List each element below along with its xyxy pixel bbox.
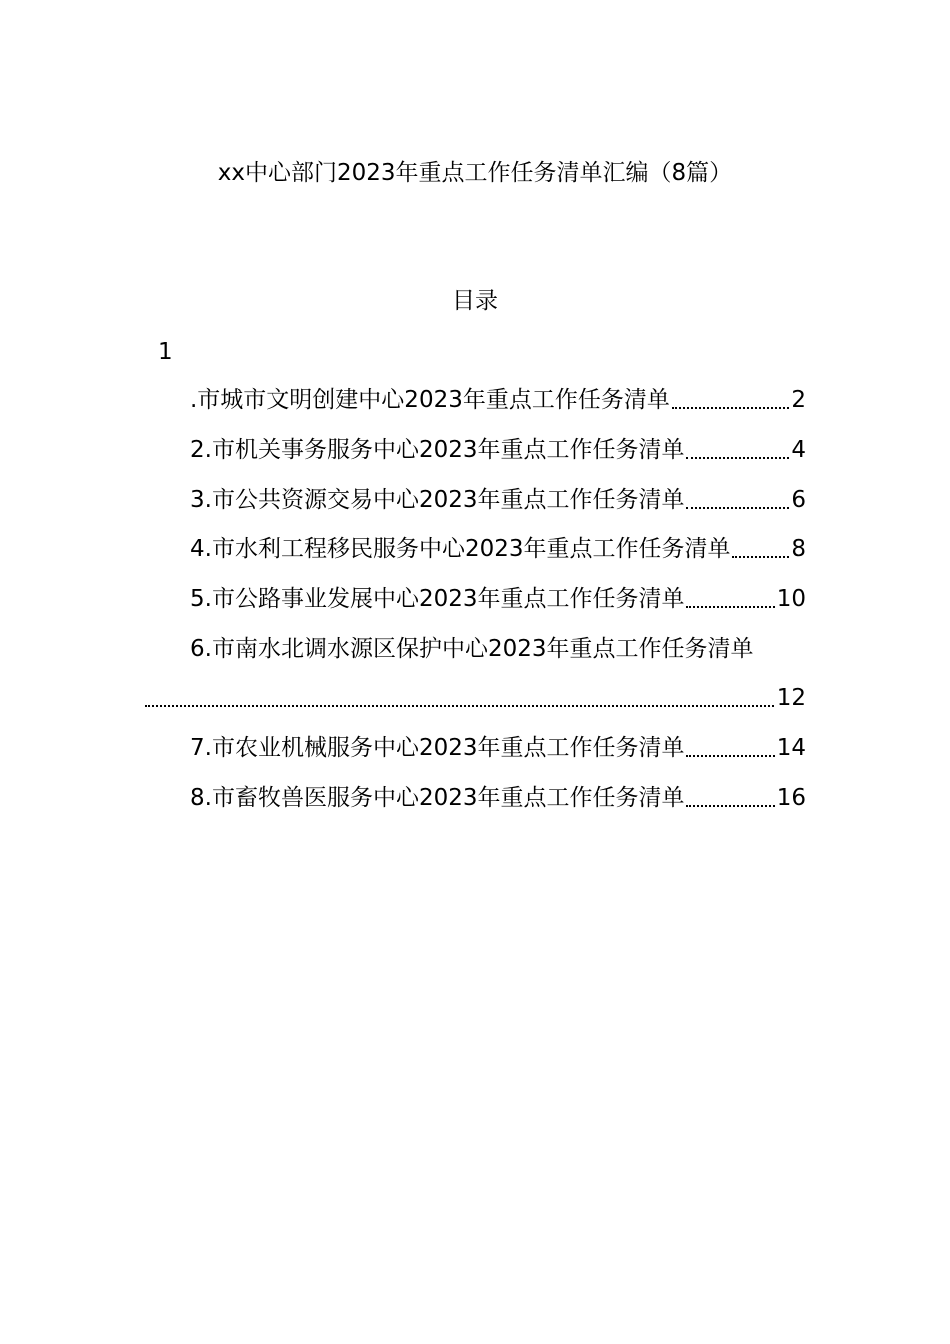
toc-entry-title: 8.市畜牧兽医服务中心2023年重点工作任务清单 bbox=[190, 785, 685, 811]
toc-leader-dots bbox=[145, 705, 774, 707]
toc-page-number: 12 bbox=[776, 685, 806, 711]
toc-entry-title: 7.市农业机械服务中心2023年重点工作任务清单 bbox=[190, 735, 685, 761]
toc-leader-dots bbox=[686, 606, 774, 608]
toc-entry-title: 4.市水利工程移民服务中心2023年重点工作任务清单 bbox=[190, 536, 731, 562]
toc-entry-title: 2.市机关事务服务中心2023年重点工作任务清单 bbox=[190, 437, 685, 463]
toc-entry-title: 3.市公共资源交易中心2023年重点工作任务清单 bbox=[190, 487, 685, 513]
toc-page-number: 6 bbox=[791, 487, 806, 513]
toc-entry[interactable] bbox=[190, 432, 806, 468]
toc-entry[interactable] bbox=[190, 531, 806, 567]
toc-entry[interactable] bbox=[190, 780, 806, 816]
toc-leader-dots bbox=[686, 507, 789, 509]
toc-page-number: 16 bbox=[776, 785, 806, 811]
toc-entry[interactable] bbox=[190, 730, 806, 766]
toc-entry[interactable] bbox=[190, 482, 806, 518]
toc-entry-title: 6.市南水北调水源区保护中心2023年重点工作任务清单 bbox=[190, 636, 754, 662]
toc-page-number: 4 bbox=[791, 437, 806, 463]
toc-entry[interactable] bbox=[190, 382, 806, 418]
toc-leader-dots bbox=[686, 755, 774, 757]
toc-leader-dots bbox=[732, 556, 789, 558]
toc-entry[interactable] bbox=[190, 581, 806, 617]
toc-heading: 目录 bbox=[452, 288, 498, 314]
toc-leader-dots bbox=[686, 805, 774, 807]
toc-entry-title: .市城市文明创建中心2023年重点工作任务清单 bbox=[190, 387, 670, 413]
toc-leader-dots bbox=[672, 407, 790, 409]
stray-list-number: 1 bbox=[158, 339, 173, 365]
toc-page-number: 2 bbox=[791, 387, 806, 413]
toc-entry-title: 5.市公路事业发展中心2023年重点工作任务清单 bbox=[190, 586, 685, 612]
toc-leader-dots bbox=[686, 457, 789, 459]
toc-entry-continuation bbox=[145, 680, 806, 716]
toc-page-number: 10 bbox=[776, 586, 806, 612]
toc-page-number: 14 bbox=[776, 735, 806, 761]
document-title: xx中心部门2023年重点工作任务清单汇编（8篇） bbox=[217, 160, 733, 186]
toc-page-number: 8 bbox=[791, 536, 806, 562]
